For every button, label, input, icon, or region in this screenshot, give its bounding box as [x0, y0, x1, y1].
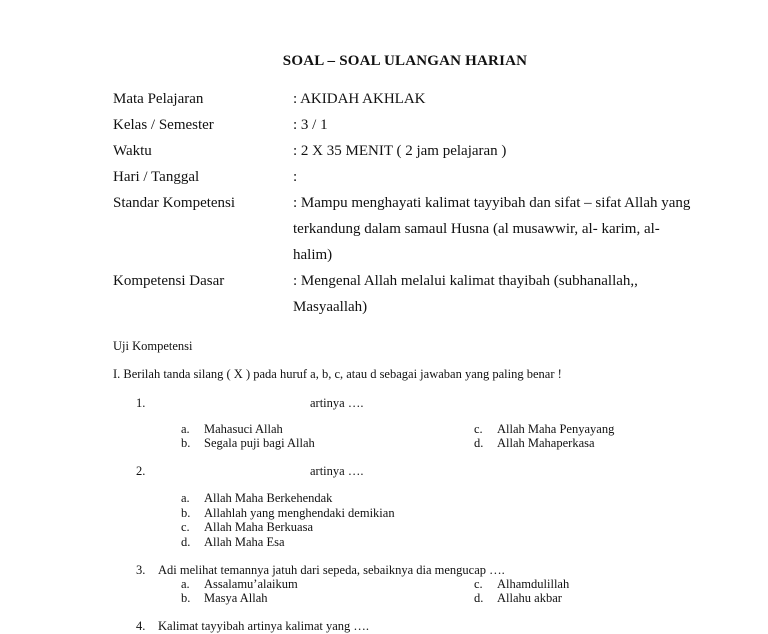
answer-option: [181, 591, 268, 606]
answer-option: [474, 577, 569, 592]
option-letter: c.: [474, 577, 483, 591]
meta-row: [113, 86, 693, 112]
option-text: Allah Maha Berkehendak: [204, 491, 333, 505]
meta-row: [113, 164, 693, 190]
question-text: Kalimat tayyibah artinya kalimat yang ….: [158, 619, 370, 633]
question-number: 1.: [136, 396, 146, 410]
option-letter: c.: [474, 422, 483, 436]
option-letter: b.: [181, 591, 191, 605]
option-letter: d.: [474, 591, 484, 605]
answer-option: [181, 577, 298, 592]
document-title: SOAL – SOAL ULANGAN HARIAN: [282, 53, 528, 69]
meta-label: Mata Pelajaran: [113, 91, 204, 107]
meta-value: :: [293, 169, 298, 185]
meta-row: [113, 138, 693, 164]
question-text: Adi melihat temannya jatuh dari sepeda, sebaiknya dia mengucap ….: [158, 563, 505, 577]
option-text: Allah Mahaperkasa: [497, 436, 595, 450]
option-text: Allah Maha Berkuasa: [204, 520, 313, 534]
option-text: Allah Maha Penyayang: [497, 422, 615, 436]
question-text: artinya ….: [310, 464, 364, 478]
option-letter: a.: [181, 422, 190, 436]
answer-option: [474, 422, 614, 437]
meta-label: Hari / Tanggal: [113, 169, 200, 185]
option-text: Masya Allah: [204, 591, 268, 605]
answer-option: [181, 520, 313, 535]
question-number: 4.: [136, 619, 146, 633]
answer-option: [474, 591, 562, 606]
meta-value: : Mampu menghayati kalimat tayyibah dan sifat – sifat Allah yang terkandung dalam samaul Husna (al musawwir, al- karim, al- halim): [293, 195, 691, 263]
meta-row: [113, 112, 693, 138]
meta-label: Standar Kompetensi: [113, 195, 236, 211]
option-letter: b.: [181, 506, 191, 520]
instruction-text: I. Berilah tanda silang ( X ) pada huruf a, b, c, atau d sebagai jawaban yang paling benar !: [113, 367, 562, 381]
option-text: Allahu akbar: [497, 591, 562, 605]
answer-option: [181, 506, 395, 521]
section-heading: Uji Kompetensi: [113, 339, 193, 353]
question-number: 3.: [136, 563, 146, 577]
option-letter: a.: [181, 577, 190, 591]
meta-table: [113, 86, 693, 320]
meta-row: [113, 268, 693, 320]
answer-option: [181, 436, 315, 451]
option-text: Alhamdulillah: [497, 577, 570, 591]
meta-label: Kelas / Semester: [113, 117, 214, 133]
answer-option: [474, 436, 595, 451]
meta-value: : AKIDAH AKHLAK: [293, 91, 426, 107]
meta-label: Waktu: [113, 143, 152, 159]
option-letter: a.: [181, 491, 190, 505]
option-text: Segala puji bagi Allah: [204, 436, 315, 450]
option-text: Assalamu’alaikum: [204, 577, 298, 591]
option-letter: d.: [181, 535, 191, 549]
option-letter: b.: [181, 436, 191, 450]
option-text: Allahlah yang menghendaki demikian: [204, 506, 395, 520]
option-letter: c.: [181, 520, 190, 534]
question-number: 2.: [136, 464, 146, 478]
option-text: Mahasuci Allah: [204, 422, 283, 436]
meta-value: : 2 X 35 MENIT ( 2 jam pelajaran ): [293, 143, 507, 159]
option-letter: d.: [474, 436, 484, 450]
answer-option: [181, 491, 332, 506]
answer-option: [181, 535, 285, 550]
meta-row: [113, 190, 693, 268]
answer-option: [181, 422, 283, 437]
meta-label: Kompetensi Dasar: [113, 273, 225, 289]
option-text: Allah Maha Esa: [204, 535, 285, 549]
question-text: artinya ….: [310, 396, 364, 410]
meta-value: : Mengenal Allah melalui kalimat thayibah (subhanallah,, Masyaallah): [293, 273, 638, 315]
meta-value: : 3 / 1: [293, 117, 328, 133]
